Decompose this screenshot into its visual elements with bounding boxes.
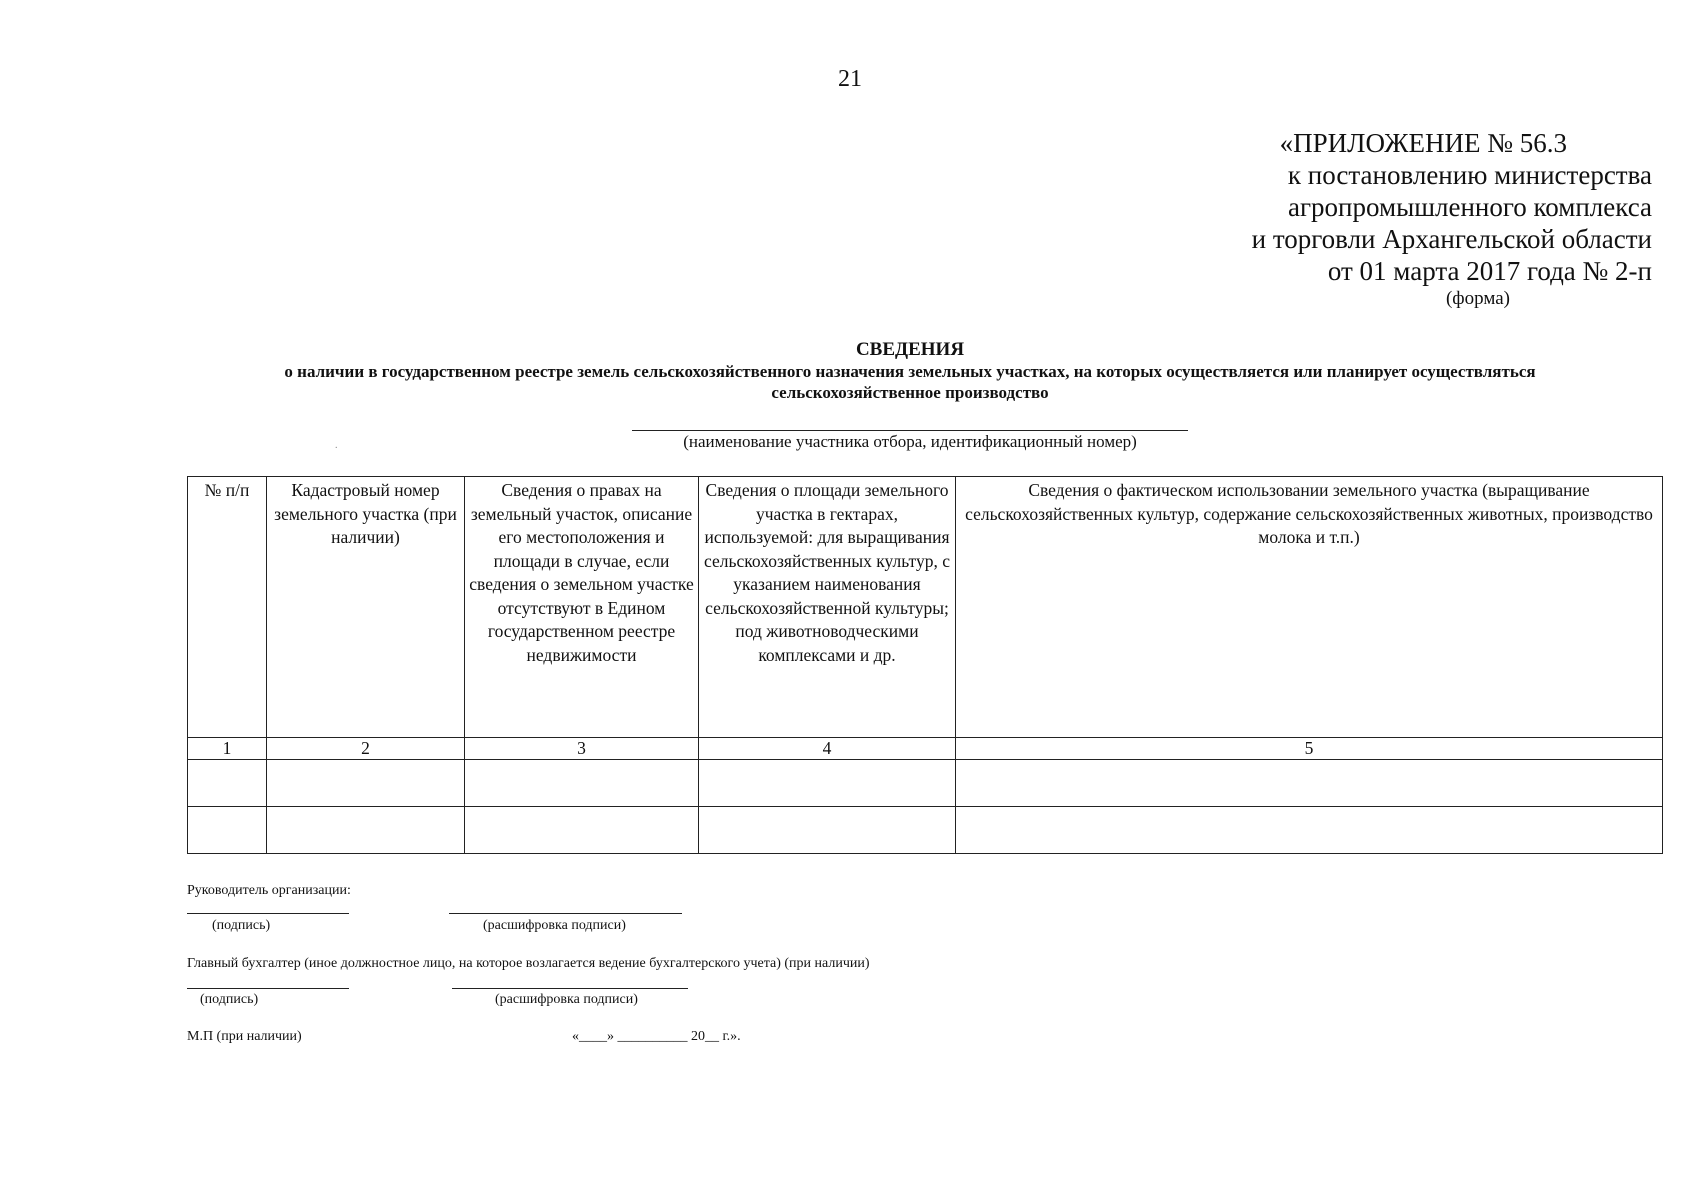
column-number: 5	[956, 738, 1663, 760]
form-label: (форма)	[1445, 288, 1510, 309]
land-plots-table	[187, 476, 1663, 854]
accountant-signature-line	[187, 988, 349, 989]
table-cell[interactable]	[188, 760, 267, 807]
table-header-row	[188, 477, 1663, 738]
column-number: 1	[188, 738, 267, 760]
column-number: 2	[267, 738, 465, 760]
annex-line-1: к постановлению министерства	[1287, 160, 1652, 190]
table-cell[interactable]	[188, 807, 267, 854]
header-cadastral-number: Кадастровый номер земельного участка (при наличии)	[267, 477, 465, 738]
table-cell[interactable]	[956, 807, 1663, 854]
accountant-decryption-caption: (расшифровка подписи)	[495, 992, 638, 1007]
head-signature-caption: (подпись)	[212, 918, 271, 933]
document-heading	[200, 339, 1620, 403]
annex-line-4: от 01 марта 2017 года № 2-п	[1327, 256, 1652, 286]
seal-label: М.П (при наличии)	[187, 1029, 302, 1044]
date-field: «____» __________ 20__ г.».	[572, 1029, 741, 1044]
document-subtitle: о наличии в государственном реестре земель сельскохозяйственного назначения земельных участках, на которых осуществляется или планирует осуществляться сельскохозяйственное производство	[284, 362, 1536, 402]
table-cell[interactable]	[267, 807, 465, 854]
head-decryption-line	[449, 913, 682, 914]
accountant-signature-caption: (подпись)	[200, 992, 259, 1007]
table-cell[interactable]	[956, 760, 1663, 807]
table-row	[188, 760, 1663, 807]
header-number: № п/п	[188, 477, 267, 738]
header-area-info: Сведения о площади земельного участка в гектарах, используемой: для выращивания сельскохозяйственных культур, с указанием наименования сельскохозяйственной культуры; под животноводческими комплексами и др.	[699, 477, 956, 738]
annex-header	[952, 127, 1652, 311]
participant-name-line	[632, 430, 1188, 431]
column-number: 3	[465, 738, 699, 760]
participant-caption: (наименование участника отбора, идентификационный номер)	[683, 432, 1137, 451]
table-cell[interactable]	[699, 760, 956, 807]
scan-dot: .	[335, 440, 338, 451]
head-label: Руководитель организации:	[187, 883, 351, 898]
accountant-decryption-line	[452, 988, 688, 989]
column-number-row	[188, 738, 1663, 760]
table-cell[interactable]	[267, 760, 465, 807]
annex-line-2: агропромышленного комплекса	[1288, 192, 1652, 222]
annex-title: «ПРИЛОЖЕНИЕ № 56.3	[1279, 128, 1567, 158]
table-cell[interactable]	[465, 760, 699, 807]
document-title: СВЕДЕНИЯ	[855, 339, 965, 360]
page-number: 21	[838, 66, 862, 92]
annex-line-3: и торговли Архангельской области	[1251, 224, 1652, 254]
head-decryption-caption: (расшифровка подписи)	[483, 918, 626, 933]
column-number: 4	[699, 738, 956, 760]
head-signature-line	[187, 913, 349, 914]
header-rights-info: Сведения о правах на земельный участок, описание его местоположения и площади в случае, если сведения о земельном участке отсутствуют в Едином государственном реестре недвижимости	[465, 477, 699, 738]
table-cell[interactable]	[699, 807, 956, 854]
accountant-label: Главный бухгалтер (иное должностное лицо, на которое возлагается ведение бухгалтерского учета) (при наличии)	[187, 956, 870, 971]
table-cell[interactable]	[465, 807, 699, 854]
header-actual-use: Сведения о фактическом использовании земельного участка (выращивание сельскохозяйственных культур, содержание сельскохозяйственных животных, производство молока и т.п.)	[956, 477, 1663, 738]
table-row	[188, 807, 1663, 854]
